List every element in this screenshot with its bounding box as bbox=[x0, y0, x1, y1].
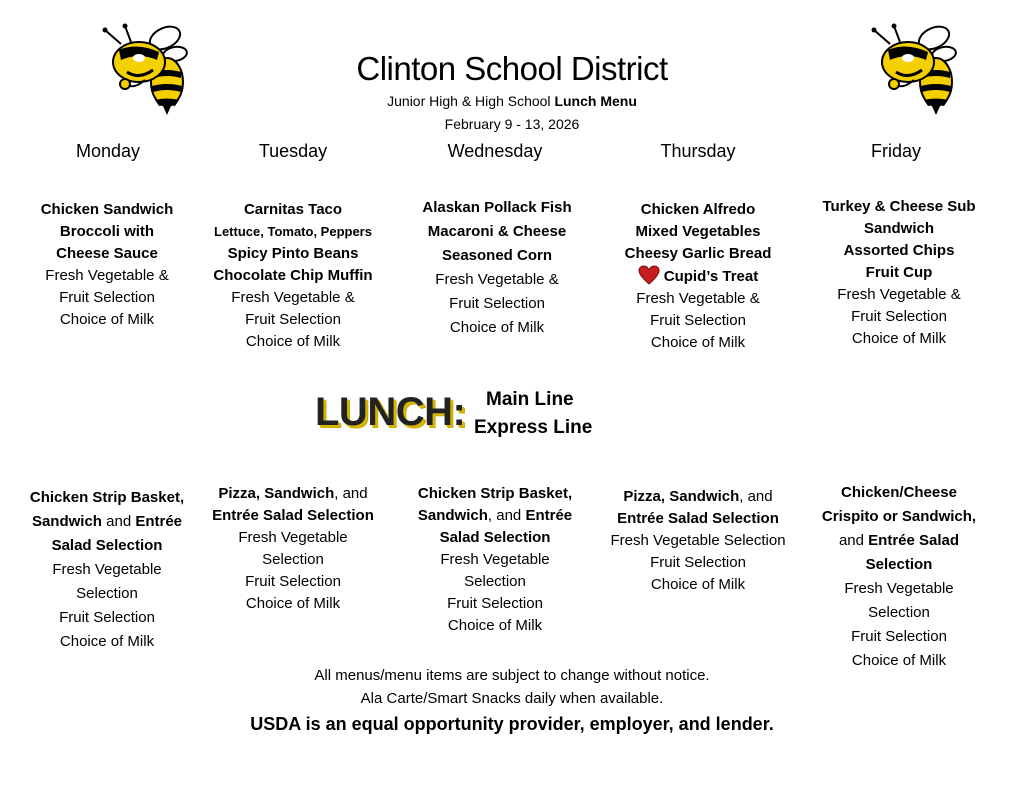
menu-item: Entrée Salad bbox=[868, 532, 960, 549]
main-menu-thursday bbox=[598, 199, 798, 354]
menu-item: Alaskan Pollack Fish bbox=[422, 199, 572, 216]
menu-item: Entrée bbox=[525, 507, 573, 524]
menu-item: Fruit Selection bbox=[447, 595, 543, 612]
day-heading-tuesday: Tuesday bbox=[258, 141, 328, 161]
lunch-lines bbox=[474, 386, 592, 442]
menu-item: Lettuce, Tomato, Peppers bbox=[214, 224, 372, 239]
menu-item-line bbox=[7, 510, 207, 534]
menu-item: Salad Selection bbox=[51, 537, 163, 554]
subtitle bbox=[250, 93, 774, 109]
menu-item: Fruit Selection bbox=[851, 308, 947, 325]
subtitle-text: Junior High & High School bbox=[387, 93, 555, 109]
menu-item: Broccoli with bbox=[59, 223, 155, 240]
menu-item: Choice of Milk bbox=[851, 330, 947, 347]
menu-item: Mixed Vegetables bbox=[635, 223, 761, 240]
express-menu-friday bbox=[799, 481, 999, 673]
menu-item: Selection bbox=[76, 585, 138, 602]
menu-item: Pizza, Sandwich bbox=[623, 488, 740, 505]
footer-usda: USDA is an equal opportunity provider, employer, and lender. bbox=[250, 714, 774, 734]
express-menu-thursday bbox=[598, 486, 798, 596]
express-line-label: Express Line bbox=[474, 417, 593, 438]
menu-item: Choice of Milk bbox=[447, 617, 543, 634]
menu-item: Fresh Vegetable bbox=[844, 580, 954, 597]
menu-item: Selection bbox=[868, 604, 930, 621]
menu-item: Fruit Selection bbox=[245, 573, 341, 590]
menu-item: Choice of Milk bbox=[851, 652, 947, 669]
menu-item: Carnitas Taco bbox=[243, 201, 343, 218]
express-menu-wednesday bbox=[395, 483, 595, 637]
menu-item: Cupid’s Treat bbox=[663, 268, 759, 285]
menu-item: Fruit Selection bbox=[59, 609, 155, 626]
main-menu-friday bbox=[799, 196, 999, 350]
menu-dates: February 9 - 13, 2026 bbox=[444, 116, 580, 132]
main-line-label: Main Line bbox=[486, 389, 574, 410]
menu-item: Spicy Pinto Beans bbox=[227, 245, 359, 262]
menu-item: Cheese Sauce bbox=[56, 245, 158, 262]
menu-item: Choice of Milk bbox=[449, 319, 545, 336]
menu-item-line bbox=[799, 529, 999, 553]
menu-item: Chicken Strip Basket, bbox=[29, 489, 185, 506]
menu-item: Entrée bbox=[135, 513, 183, 530]
heart-icon bbox=[638, 265, 660, 285]
menu-item: Fruit Selection bbox=[449, 295, 545, 312]
menu-item-conj: and bbox=[838, 532, 864, 549]
bee-mascot-icon bbox=[866, 20, 961, 115]
menu-item: Chicken Alfredo bbox=[640, 201, 756, 218]
day-heading-monday: Monday bbox=[75, 141, 141, 161]
menu-item: Fresh Vegetable & bbox=[45, 267, 169, 284]
menu-item: Chicken Strip Basket, bbox=[417, 485, 573, 502]
menu-item: Fruit Selection bbox=[245, 311, 341, 328]
menu-item-conj: , and bbox=[739, 488, 773, 505]
menu-item: Choice of Milk bbox=[245, 333, 341, 350]
day-heading-wednesday: Wednesday bbox=[447, 141, 543, 161]
express-menu-monday bbox=[7, 486, 207, 654]
menu-item: Fresh Vegetable & bbox=[837, 286, 961, 303]
menu-item-line bbox=[395, 505, 595, 527]
menu-item: Chocolate Chip Muffin bbox=[213, 267, 373, 284]
day-heading-thursday: Thursday bbox=[660, 141, 736, 161]
subtitle-bold: Lunch Menu bbox=[554, 93, 637, 109]
menu-item: Assorted Chips bbox=[843, 242, 955, 259]
main-menu-wednesday bbox=[397, 196, 597, 340]
menu-item: Sandwich bbox=[31, 513, 102, 530]
menu-item: Fresh Vegetable bbox=[238, 529, 348, 546]
menu-item: Choice of Milk bbox=[59, 633, 155, 650]
menu-item: Selection bbox=[464, 573, 526, 590]
menu-item: Choice of Milk bbox=[59, 311, 155, 328]
lunch-heading: LUNCH: bbox=[315, 390, 466, 434]
menu-item: Sandwich bbox=[417, 507, 488, 524]
menu-item-conj: , and bbox=[487, 507, 522, 524]
menu-item: Fruit Selection bbox=[851, 628, 947, 645]
menu-item: Selection bbox=[865, 556, 933, 573]
menu-item: Fresh Vegetable & bbox=[636, 290, 760, 307]
main-menu-monday bbox=[7, 199, 207, 331]
footer-disclaimer: All menus/menu items are subject to change without notice. bbox=[314, 667, 710, 684]
menu-item: Fresh Vegetable bbox=[52, 561, 162, 578]
menu-item-line bbox=[598, 486, 798, 508]
menu-item: Pizza, Sandwich bbox=[218, 485, 335, 502]
menu-item: Cheesy Garlic Bread bbox=[624, 245, 772, 262]
page-title: Clinton School District bbox=[356, 50, 668, 87]
menu-item: Selection bbox=[262, 551, 324, 568]
menu-item: Fresh Vegetable & bbox=[231, 289, 355, 306]
menu-item-conj: and bbox=[106, 513, 132, 530]
menu-item: Choice of Milk bbox=[650, 334, 746, 351]
menu-item: Fruit Selection bbox=[650, 554, 746, 571]
menu-item: Fruit Selection bbox=[59, 289, 155, 306]
menu-item-conj: , and bbox=[334, 485, 368, 502]
menu-item: Chicken Sandwich bbox=[40, 201, 174, 218]
menu-item: Fresh Vegetable bbox=[440, 551, 550, 568]
menu-item: Fresh Vegetable & bbox=[435, 271, 559, 288]
menu-item: Choice of Milk bbox=[650, 576, 746, 593]
bee-mascot-icon bbox=[97, 20, 192, 115]
menu-item: Macaroni & Cheese bbox=[427, 223, 567, 240]
menu-item: Entrée Salad Selection bbox=[617, 510, 779, 527]
menu-item: Fresh Vegetable Selection bbox=[610, 532, 786, 549]
main-menu-tuesday bbox=[193, 199, 393, 353]
express-menu-tuesday bbox=[193, 483, 393, 615]
menu-item-line bbox=[193, 483, 393, 505]
menu-item: Entrée Salad Selection bbox=[212, 507, 374, 524]
day-heading-friday: Friday bbox=[870, 141, 921, 161]
menu-item-cupids-treat bbox=[598, 265, 798, 288]
menu-item: Fruit Selection bbox=[650, 312, 746, 329]
menu-item: Seasoned Corn bbox=[441, 247, 553, 264]
menu-item: Turkey & Cheese Sub bbox=[822, 198, 976, 215]
menu-item: Chicken/Cheese bbox=[841, 484, 957, 501]
menu-item: Choice of Milk bbox=[245, 595, 341, 612]
menu-item: Crispito or Sandwich, bbox=[821, 508, 977, 525]
footer-snacks: Ala Carte/Smart Snacks daily when available. bbox=[360, 690, 664, 707]
menu-item: Salad Selection bbox=[439, 529, 551, 546]
menu-item: Sandwich bbox=[863, 220, 934, 237]
menu-item: Fruit Cup bbox=[865, 264, 933, 281]
